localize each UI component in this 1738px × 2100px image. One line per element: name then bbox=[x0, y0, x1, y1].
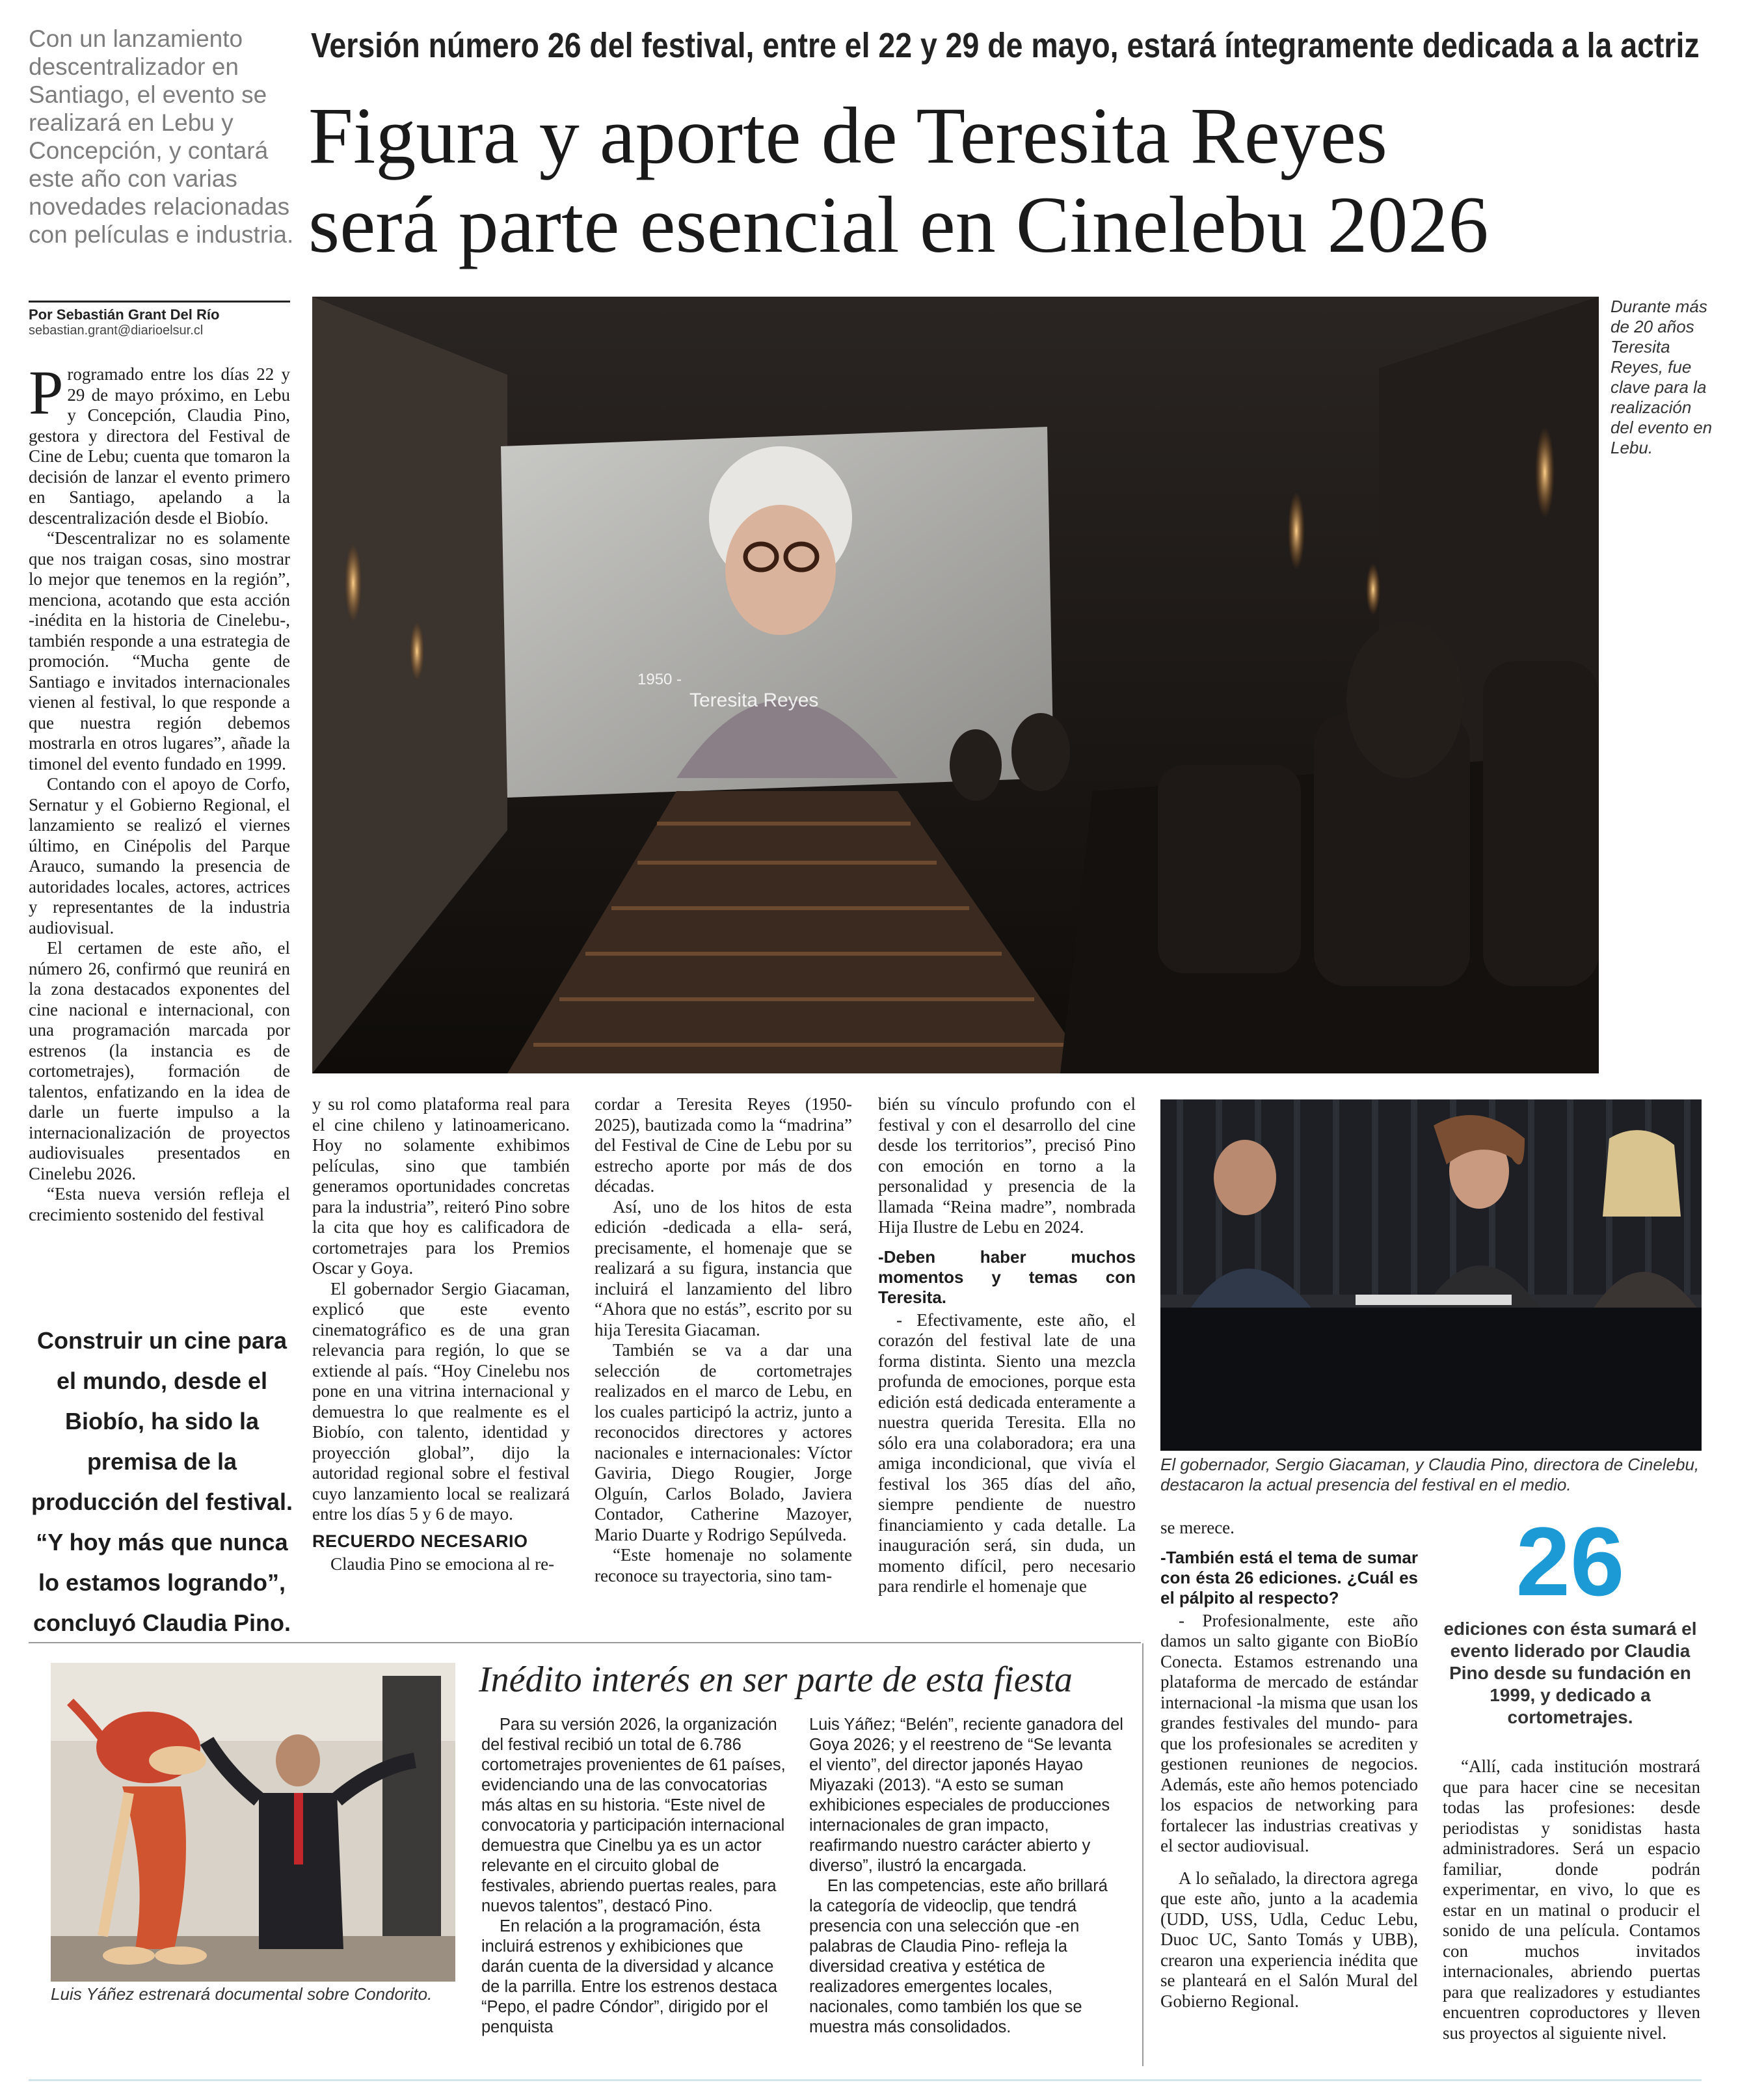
box-col-b-paragraph-2: En las competencias, este año brillará la categoría de videoclip, que tendrá presencia con una selección que -en palabras de Claudia Pino- refleja la diversidad creativa y estética de realizadores emergentes locales, nacionales, como también los que se muestra más consolidados. bbox=[809, 1877, 1108, 2036]
col2-paragraph-2: El gobernador Sergio Giacaman, explicó que este evento cinematográfico es de una gran relevancia para región, lo que se extiende al país. “Hoy Cinelebu nos pone en una vitrina internacional y demuestra lo que realmente es el Biobío, con talento, identidad y proyección global”, dijo la autoridad regional sobre el festival cuyo lanzamiento local se realizará entre los días 5 y 6 de mayo. bbox=[312, 1278, 570, 1524]
screen-name: Teresita Reyes bbox=[689, 690, 819, 711]
screen-years: 1950 - bbox=[637, 671, 682, 688]
col2-paragraph-3: Claudia Pino se emociona al re- bbox=[330, 1554, 555, 1574]
stat-text: ediciones con ésta sumará el evento liderado por Claudia Pino desde su fundación en 1999, y dedicado a cortometrajes. bbox=[1443, 1619, 1697, 1727]
col1-paragraph-2: “Descentralizar no es solamente que nos traigan cosas, sino mostrar lo mejor que tenemos en la región”, menciona, acotando que esta acción -inédita en la historia de Cinelebu-, también responde a una estrategia de promoción. “Mucha gente de Santiago e invitados internacionales vienen al festival, lo que responde a que nuestra región debemos mostrarla en otros lugares”, añade la timonel del evento fundado en 1999. bbox=[29, 528, 290, 774]
box-col-b-paragraph-1: Luis Yáñez; “Belén”, reciente ganadora del Goya 2026; y el reestreno de “Se levanta el viento”, del director japonés Hayao Miyazaki (2013). “A esto se suman exhibiciones especiales de producciones internacionales de gran impacto, reafirmando nuestro carácter abierto y diverso”, ilustró la encargada. bbox=[809, 1716, 1123, 1875]
article-column-2 bbox=[312, 1094, 570, 1575]
box-photo bbox=[51, 1663, 455, 1982]
main-photo-cinema bbox=[312, 297, 1599, 1073]
headline-line-2: será parte esencial en Cinelebu 2026 bbox=[308, 180, 1489, 269]
col1-paragraph-1: rogramado entre los días 22 y 29 de mayo próximo, en Lebu y Concepción, Claudia Pino, gestora y directora del Festival de Cine de Lebu; cuenta que tomaron la decisión de lanzar el evento primero en Santiago, apelando a la descentralización desde el Biobío. bbox=[29, 364, 290, 528]
page-bottom-rule bbox=[29, 2079, 1702, 2081]
col5-paragraph-2: A lo señalado, la directora agrega que este año, junto a la academia (UDD, USS, Udla, Ceduc Lebu, Duoc UC, Santo Tomás y UBB), crearon una experiencia inédita que se planteará en el Salón Mural del Gobierno Regional. bbox=[1160, 1868, 1418, 2011]
col1-paragraph-4: El certamen de este año, el número 26, confirmó que reunirá en la zona destacados exponentes del cine nacional e internacional, con una programación marcada por estrenos (la instancia es de cortometrajes), formación de talentos, enfatizando en la idea de darle un fuerte impulso a la internacionalización de proyectos audiovisuales presentados en Cinelebu 2026. bbox=[29, 938, 290, 1183]
article-column-1 bbox=[29, 358, 290, 1225]
col3-paragraph-4: “Este homenaje no solamente reconoce su trayectoria, sino tam- bbox=[595, 1545, 852, 1585]
box-right-rule bbox=[1142, 1643, 1143, 2066]
drop-cap: P bbox=[29, 358, 64, 427]
byline bbox=[29, 301, 290, 338]
article-column-6 bbox=[1443, 1757, 1700, 2043]
box-col-a-paragraph-2: En relación a la programación, ésta incluirá estrenos y exhibiciones que darán cuenta de la diversidad y alcance de la parrilla. Entre los estrenos destaca “Pepo, el padre Cóndor”, dirigido por el penquista bbox=[481, 1917, 777, 2036]
panel-photo bbox=[1160, 1099, 1702, 1451]
article-headline bbox=[308, 91, 1726, 269]
byline-name: Por Sebastián Grant Del Río bbox=[29, 306, 220, 323]
col3-paragraph-3: También se va a dar una selección de cortometrajes realizados en el marco de Lebu, en los cuales participó la actriz, junto a reconocidos directores y actores nacionales e internacionales: Víctor Gaviria, Diego Rougier, Jorge Olguín, Carlos Bolado, Javiera Contador, Catherine Mazoyer, Mario Duarte y Rodrigo Sepúlveda. bbox=[595, 1340, 852, 1544]
col5-paragraph-1: - Profesionalmente, este año damos un salto gigante con BioBío Conecta. Estamos estrenando una plataforma de mercado de estándar internacional -la misma que usan los grandes festivales del mundo- para que los profesionales se acrediten y gestionen reuniones de negocios. Además, este año hemos potenciado los espacios de networking para fortalecer las industrias creativas y el sector audiovisual. bbox=[1160, 1610, 1418, 1855]
article-lede: Con un lanzamiento descentralizador en Santiago, el evento se realizará en Lebu y Concepción, y contará este año con varias novedades relacionadas con películas e industria. bbox=[29, 25, 294, 248]
col1-paragraph-3: Contando con el apoyo de Corfo, Sernatur y el Gobierno Regional, el lanzamiento se realizó el viernes último, en Cinépolis del Parque Arauco, sumando la presencia de autoridades locales, actores, actrices y representantes de la industria audiovisual. bbox=[29, 774, 290, 937]
box-column-a bbox=[481, 1715, 787, 2038]
box-photo-illustration bbox=[51, 1663, 455, 1982]
col2-paragraph-1: y su rol como plataforma real para el cine chileno y latinoamericano. Hoy no solamente exhibimos películas, sino que también generamos oportunidades concretas para la industria”, reiteró Pino sobre la cita que hoy es calificadora de cortometrajes para los Premios Oscar y Goya. bbox=[312, 1094, 570, 1278]
cinema-illustration bbox=[312, 297, 1599, 1073]
pull-quote: Construir un cine para el mundo, desde el Biobío, ha sido la premisa de la producción del festival. “Y hoy más que nunca lo estamos logrando”, concluyó Claudia Pino. bbox=[31, 1327, 293, 1636]
col6-paragraph-1: “Allí, cada institución mostrará que para hacer cine se necesitan todas las profesiones: desde periodistas y sonidistas hasta administradores. Será un espacio familiar, donde podrán experimentar, en vivo, lo que es estar en un matinal o producir el sonido de una película. Contamos con muchos invitados internacionales, abriendo puertas para que realizadores y estudiantes encuentren coproductores y lleven sus proyectos al siguiente nivel. bbox=[1443, 1757, 1700, 2043]
col1-paragraph-5: “Esta nueva versión refleja el crecimiento sostenido del festival bbox=[29, 1184, 290, 1224]
interview-question-1: -Deben haber muchos momentos y temas con Teresita. bbox=[878, 1246, 1136, 1307]
interview-question-2: -También está el tema de sumar con ésta 26 ediciones. ¿Cuál es el pálpito al respecto? bbox=[1160, 1547, 1418, 1608]
box-photo-caption: Luis Yáñez estrenará documental sobre Condorito. bbox=[51, 1984, 433, 2004]
main-photo-caption: Durante más de 20 años Teresita Reyes, fue clave para la realización del evento en Lebu. bbox=[1611, 297, 1713, 457]
headline-line-1: Figura y aporte de Teresita Reyes bbox=[308, 91, 1388, 180]
article-column-5 bbox=[1160, 1518, 1418, 2012]
box-top-rule bbox=[29, 1642, 1141, 1643]
col3-paragraph-2: Así, uno de los hitos de esta edición -dedicada a ella- será, precisamente, el homenaje que se realizará a su figura, instancia que incluirá el lanzamiento del libro “Ahora que no estás”, escrito por su hija Teresita Giacaman. bbox=[595, 1196, 852, 1339]
article-column-3 bbox=[595, 1094, 852, 1586]
panel-illustration bbox=[1160, 1099, 1702, 1451]
article-kicker: Versión número 26 del festival, entre el 22 y 29 de mayo, estará íntegramente dedicada a la actriz bbox=[311, 26, 1700, 65]
article-column-4 bbox=[878, 1094, 1136, 1597]
col4-paragraph-1: bién su vínculo profundo con el festival y con el desarrollo del cine desde los territorios”, precisó Pino con emoción en torno a la personalidad y presencia de la llamada “Reina madre”, nombrada Hija Ilustre de Lebu en 2024. bbox=[878, 1094, 1136, 1237]
panel-photo-caption: El gobernador, Sergio Giacaman, y Claudia Pino, directora de Cinelebu, destacaron la actual presencia del festival en el medio. bbox=[1160, 1455, 1700, 1494]
col3-paragraph-1: cordar a Teresita Reyes (1950-2025), bautizada como la “madrina” del Festival de Cine de Lebu por su estrecho aporte por más de dos décadas. bbox=[595, 1094, 852, 1196]
box-title: Inédito interés en ser parte de esta fiesta bbox=[479, 1660, 1073, 1700]
subheading-recuerdo: RECUERDO NECESARIO bbox=[312, 1531, 528, 1551]
col5-paragraph-0: se merece. bbox=[1160, 1518, 1235, 1537]
box-col-a-paragraph-1: Para su versión 2026, la organización del festival recibió un total de 6.786 cortometrajes provenientes de 61 países, evidenciando una de las convocatorias más altas en su historia. “Este nivel de convocatoria y participación internacional demuestra que Cinelbu ya es un actor relevante en el circuito global de festivales, abriendo puertas reales, para nuevos talentos”, destacó Pino. bbox=[481, 1716, 786, 1915]
box-column-b bbox=[809, 1715, 1124, 2038]
stat-number: 26 bbox=[1516, 1507, 1625, 1616]
byline-email[interactable]: sebastian.grant@diarioelsur.cl bbox=[29, 323, 204, 338]
col4-paragraph-2: - Efectivamente, este año, el corazón del festival late de una forma distinta. Siento una mezcla profunda de emociones, porque esta edición está dedicada enteramente a nuestra querida Teresita. Ella no sólo era una colaboradora; era una amiga incondicional, que vivía el festival los 365 días del año, siempre pendiente de nuestro financiamiento y cada detalle. La inauguración será, sin duda, un momento difícil, pero necesario para rendirle el homenaje que bbox=[878, 1310, 1136, 1596]
